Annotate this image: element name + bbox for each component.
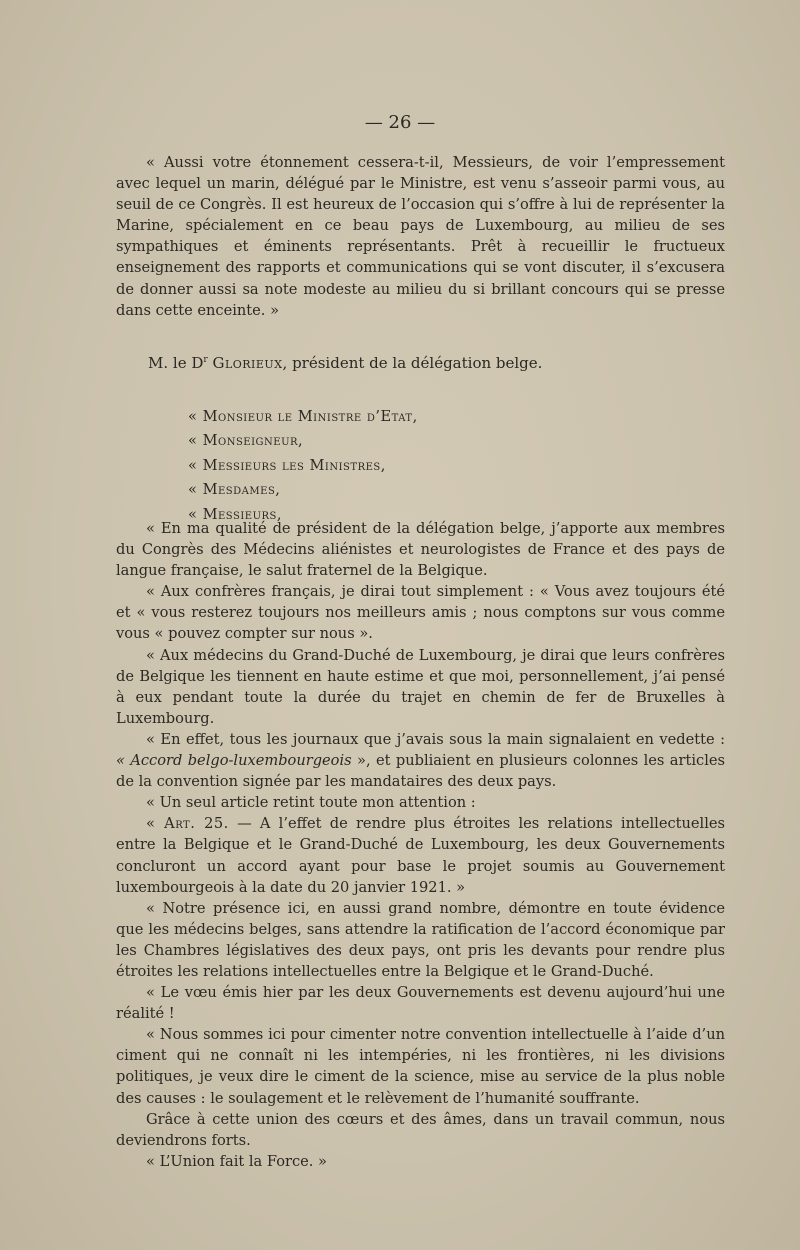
paragraph: « Notre présence ici, en aussi grand nombre, démontre en toute évidence que les médecins belges, sans attendre la ratification de l’accord économique par les Chambres législatives des deux pays, ont pris les devants pour rendre plus étroites les relations intellectuelles entre la Belgique et le Grand-Duché.: [116, 899, 725, 980]
paragraph: « Le vœu émis hier par les deux Gouvernements est devenu aujourd’hui une réalité !: [116, 984, 725, 1023]
intro-paragraph: [116, 152, 725, 321]
speech-body: [116, 518, 725, 1172]
speaker-prefix: M. le D: [148, 354, 204, 372]
intro-text: « Aussi votre étonnement cessera-t-il, Messieurs, de voir l’empressement avec lequel un marin, délégué par le Ministre, est venu s’asseoir parmi vous, au seuil de ce Congrès. Il est heureux de l’occasion qui s’offre à lui de représenter la Marine, spécialement en ce beau pays de Luxembourg, au milieu de ses sympathiques et éminents représentants. Prêt à recueillir le fructueux enseignement des rapports et communications qui se vont discuter, il s’excusera de donner aussi sa note modeste au milieu du si brillant concours qui se presse dans cette enceinte. »: [116, 154, 725, 319]
paragraph: « Nous sommes ici pour cimenter notre convention intellectuelle à l’aide d’un ciment qui ne connaît ni les intempéries, ni les frontières, ni les divisions politiques, je veux dire le ciment de la science, mise au service de la plus noble des causes : le soulagement et le relèvement de l’humanité souffrante.: [116, 1026, 725, 1107]
paragraph: Grâce à cette union des cœurs et des âmes, dans un travail commun, nous deviendrons forts.: [116, 1110, 725, 1149]
paragraph: « Aux médecins du Grand-Duché de Luxembourg, je dirai que leurs confrères de Belgique les tiennent en haute estime et que moi, personnellement, j’ai pensé à eux pendant toute la durée du trajet en chemin de fer de Bruxelles à Luxembourg.: [116, 646, 725, 727]
journaux-italic: « Accord belgo-luxembourgeois: [116, 752, 352, 770]
article-text: — A l’effet de rendre plus étroites les relations intellectuelles entre la Belgique et le Grand-Duché de Luxembourg, les deux Gouvernements concluront un accord ayant pour base le projet soumis au Gouvernement luxembourgeois à la date du 20 janvier 1921. »: [116, 815, 725, 896]
salutation-line: « Monsieur le Ministre d’Etat,: [188, 408, 418, 425]
journaux-before: « En effet, tous les journaux que j’avais sous la main signalaient en vedette :: [146, 730, 725, 748]
page-number: — 26 —: [364, 112, 436, 133]
salutation-line: « Monseigneur,: [188, 432, 304, 450]
speaker-name: Glorieux: [212, 354, 283, 372]
paragraph-journaux: [116, 729, 725, 792]
salutation-line: « Messieurs,: [188, 505, 283, 523]
paragraph-article: [116, 813, 725, 897]
speaker-heading: [148, 350, 708, 374]
salutation-line: « Mesdames,: [188, 481, 281, 499]
paragraph: « Un seul article retint toute mon attention :: [146, 794, 476, 812]
speaker-prefix-sup: r: [203, 355, 208, 365]
paragraph: « En ma qualité de président de la délégation belge, j’apporte aux membres du Congrès des Médecins aliénistes et neurologistes de France et des pays de langue française, le salut fraternel de la Belgique.: [116, 520, 725, 580]
paragraph: « L’Union fait la Force. »: [146, 1152, 327, 1170]
paragraph: « Aux confrères français, je dirai tout simplement : « Vous avez toujours été et « vous resterez toujours nos meilleurs amis ; nous comptons sur vous comme vous « pouvez compter sur nous ».: [116, 583, 725, 643]
salutation-line: « Messieurs les Ministres,: [188, 456, 386, 474]
journaux-after: », et publiaient en plusieurs colonnes les articles de la convention signée par les mandataires des deux pays.: [116, 752, 725, 791]
speaker-role: , président de la délégation belge.: [282, 354, 543, 372]
article-label: « Art. 25.: [146, 815, 229, 833]
salutations: [188, 405, 418, 527]
